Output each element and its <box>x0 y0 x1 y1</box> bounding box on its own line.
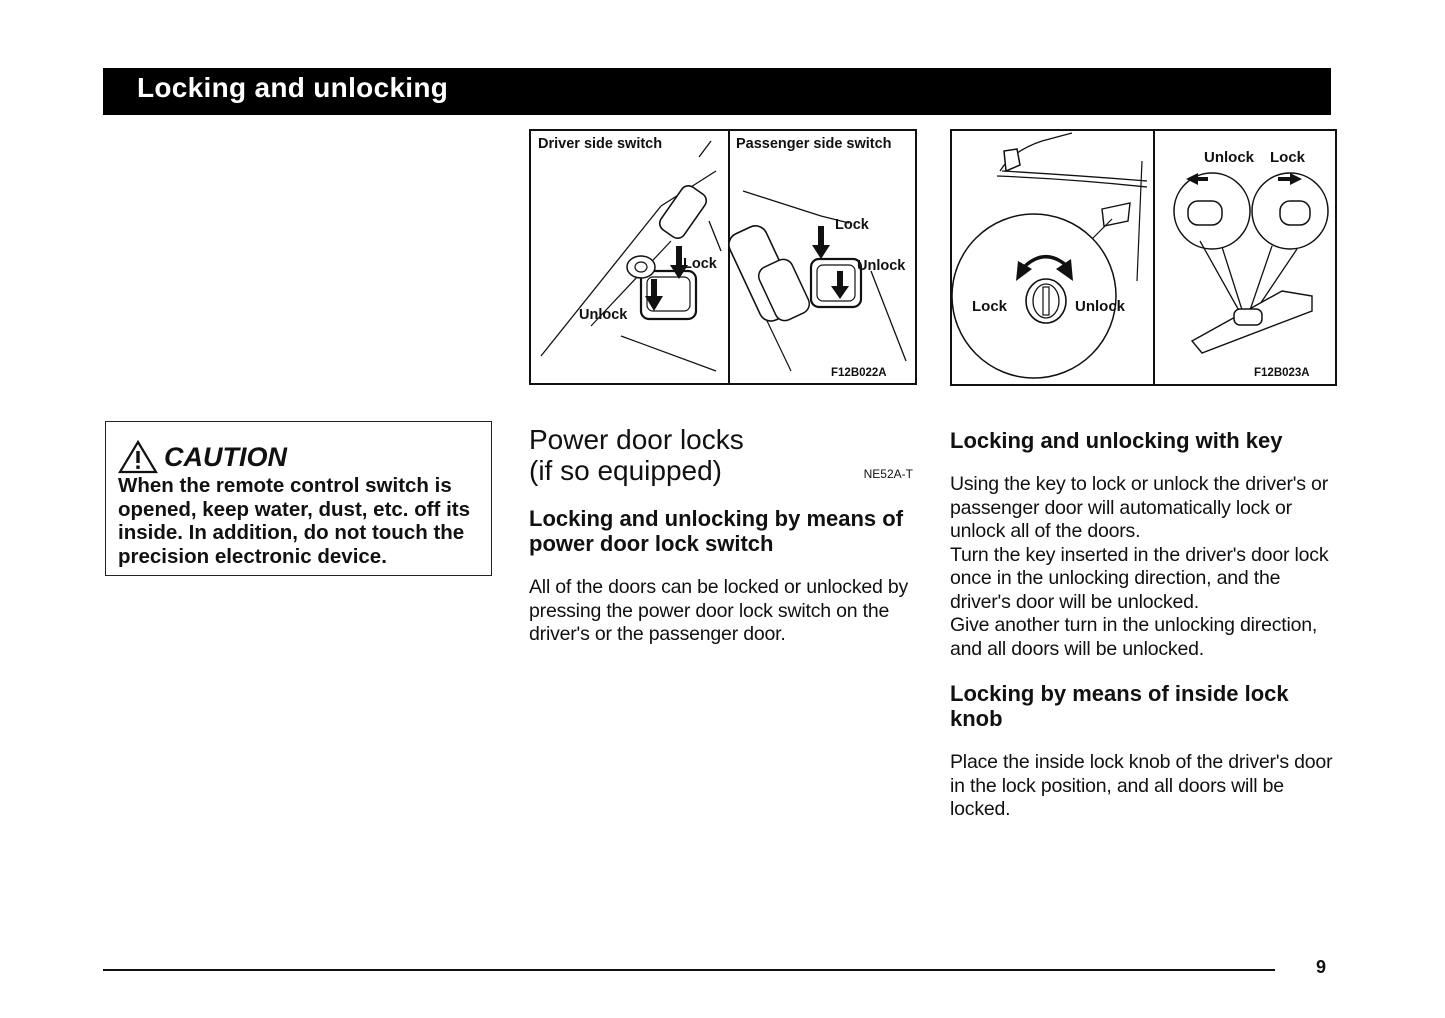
section-banner <box>103 68 1331 115</box>
knob-heading: Locking by means of inside lock knob <box>950 681 1289 731</box>
caution-box <box>105 421 492 576</box>
driver-lock-label: Lock <box>683 256 717 272</box>
knob-text: Place the inside lock knob of the driver's door in the lock position, and all doors will be locked. <box>950 751 1333 820</box>
figure-code: F12B022A <box>831 367 887 379</box>
inside-unlock-label: Unlock <box>1204 149 1255 166</box>
key-heading: Locking and unlocking with key <box>950 428 1283 453</box>
caution-text: When the remote control switch is opened, keep water, dust, etc. off its inside. In addition, do not touch the precision electronic device. <box>118 474 470 568</box>
passenger-side-label: Passenger side switch <box>736 136 892 152</box>
section-title: Locking and unlocking <box>137 72 449 103</box>
key-para-3: Give another turn in the unlocking direction, and all doors will be unlocked. <box>950 614 1318 660</box>
key-para-2: Turn the key inserted in the driver's door lock once in the unlocking direction, and the driver's door will be unlocked. <box>950 543 1329 613</box>
footer-rule <box>103 969 1275 971</box>
key-lock-label: Lock <box>972 298 1008 315</box>
warning-triangle-icon <box>118 440 158 474</box>
passenger-unlock-label: Unlock <box>857 258 906 274</box>
page-number: 9 <box>1316 957 1327 977</box>
key-unlock-label: Unlock <box>1075 298 1126 315</box>
figure-key-lock <box>950 129 1337 386</box>
switch-illustration <box>531 131 915 383</box>
key-illustration <box>952 131 1335 384</box>
caution-title: CAUTION <box>164 442 287 472</box>
passenger-lock-label: Lock <box>835 217 869 233</box>
figure-door-lock-switches <box>529 129 917 385</box>
power-locks-text: All of the doors can be locked or unlocked by pressing the power door lock switch on the driver's or the passenger door. <box>529 576 909 645</box>
section-code: NE52A-T <box>863 467 913 481</box>
key-section <box>950 428 1338 822</box>
power-locks-subheading: Locking and unlocking by means of power door lock switch <box>529 506 904 556</box>
power-locks-subtitle: (if so equipped) <box>529 455 723 486</box>
power-locks-title: Power door locks <box>529 424 744 455</box>
driver-unlock-label: Unlock <box>579 307 628 323</box>
figure-code: F12B023A <box>1254 367 1310 379</box>
inside-lock-label: Lock <box>1270 149 1306 166</box>
power-door-locks-section <box>529 424 917 647</box>
key-para-1: Using the key to lock or unlock the driver's or passenger door will automatically lock or unlock all of the doors. <box>950 473 1328 542</box>
driver-side-label: Driver side switch <box>538 136 663 152</box>
